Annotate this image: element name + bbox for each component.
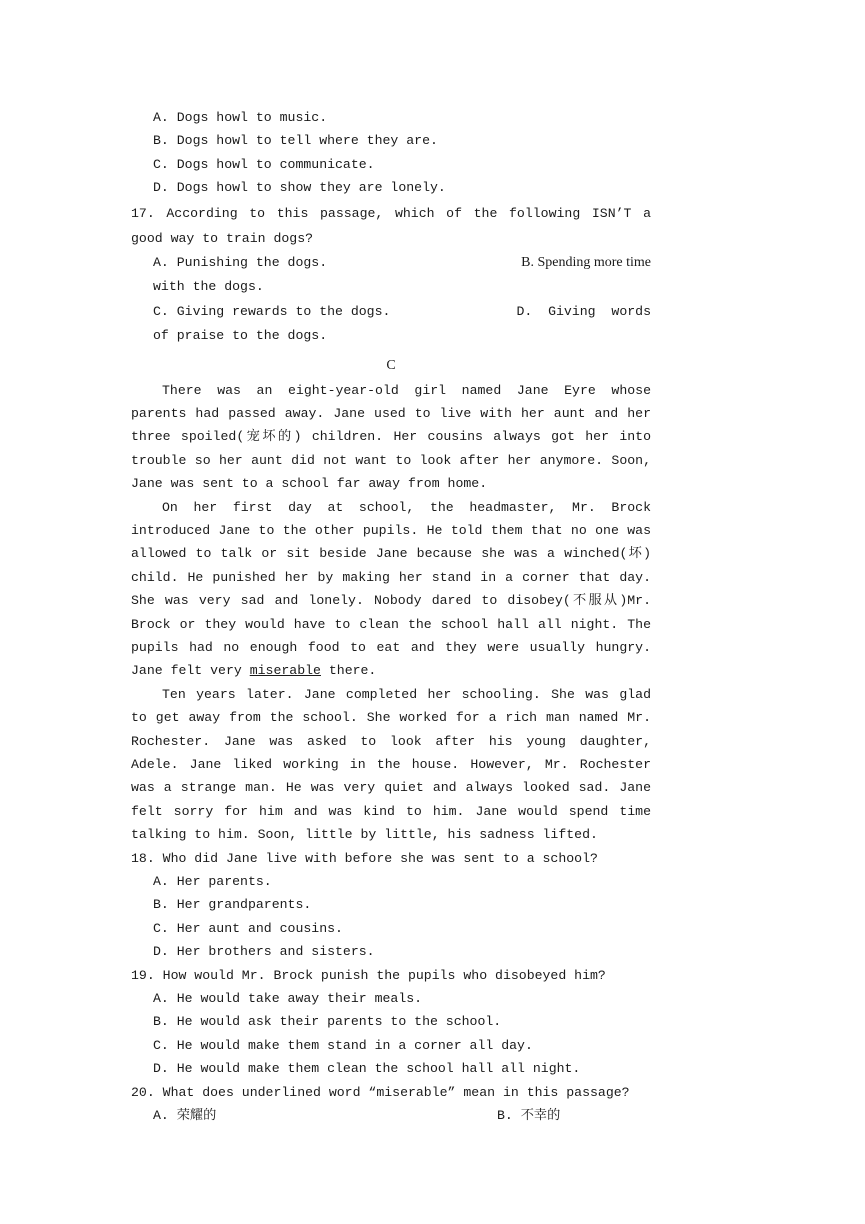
q19-option-a: A. He would take away their meals. [153,991,423,1007]
passage-paragraph-2 [131,496,651,683]
q16-option-d: D. Dogs howl to show they are lonely. [153,180,446,196]
q19-option-d: D. He would make them clean the school hall all night. [153,1061,581,1077]
q16-option-c: C. Dogs howl to communicate. [153,156,375,172]
underlined-word: miserable [249,663,321,679]
question-18 [131,847,651,964]
question-20 [131,1081,651,1128]
q19-option-b: B. He would ask their parents to the school. [153,1014,502,1030]
q17-option-a: A. Punishing the dogs. [153,254,328,270]
q19-stem: 19. How would Mr. Brock punish the pupils who disobeyed him? [131,967,606,983]
reading-passage [131,379,651,847]
q17-option-b-end: with the dogs. [153,279,264,295]
q18-option-d: D. Her brothers and sisters. [153,944,375,960]
passage-paragraph-3: Ten years later. Jane completed her schooling. She was glad to get away from the school. She worked for a rich man named Mr. Rochester. Jane was asked to look after his young daughter, Adele. Jane liked working in the house. However, Mr. Rochester was a strange man. He was very quiet and always looked sad. Jane felt sorry for him and was kind to him. Jane would spend time talking to him. Soon, little by little, his sadness lifted. [131,686,651,843]
q16-option-b: B. Dogs howl to tell where they are. [153,133,438,149]
passage-paragraph-1: There was an eight-year-old girl named Jane Eyre whose parents had passed away. Jane used to live with her aunt and her three spoiled(宠坏的) children. Her cousins always got her into trouble so her aunt did not want to look after her anymore. Soon, Jane was sent to a school far away from home. [131,382,651,492]
q17-option-b-start: B. Spending more time [521,254,651,270]
p2-text-before: On her first day at school, the headmaster, Mr. Brock introduced Jane to the other pupils. He told them that no one was allowed to talk or sit beside Jane because she was a winched(坏) child. He punished her by making her stand in a corner that day. She was very sad and lonely. Nobody dared to disobey(不服从)Mr. Brock or they would have to clean the school hall all night. The pupils had no enough food to eat and they were usually hungry. Jane felt very [131,499,651,679]
q18-option-b: B. Her grandparents. [153,897,312,913]
q17-stem: 17. According to this passage, which of the following ISN’T a good way to train dogs? [131,205,651,246]
q18-option-c: C. Her aunt and cousins. [153,920,343,936]
q17-row-ab [131,251,651,276]
q18-stem: 18. Who did Jane live with before she was sent to a school? [131,850,598,866]
p2-text-after: there. [320,663,377,679]
document-page [131,106,651,1128]
q20-options [131,1104,651,1128]
q16-option-a: A. Dogs howl to music. [153,110,328,125]
question-17 [131,201,651,349]
section-label: C [386,357,396,373]
question-16-options [131,106,651,200]
q17-option-c: C. Giving rewards to the dogs. [153,303,391,319]
q17-option-d-start: D. Giving words [516,303,651,319]
q18-option-a: A. Her parents. [153,874,272,890]
q20-option-b: B. 不幸的 [497,1107,561,1123]
q17-row-cd [131,300,651,325]
q17-option-d-end: of praise to the dogs. [153,328,328,344]
q20-stem: 20. What does underlined word “miserable” mean in this passage? [131,1084,630,1100]
q20-option-a: A. 荣耀的 [153,1107,217,1123]
question-19 [131,964,651,1081]
q19-option-c: C. He would make them stand in a corner all day. [153,1037,533,1053]
